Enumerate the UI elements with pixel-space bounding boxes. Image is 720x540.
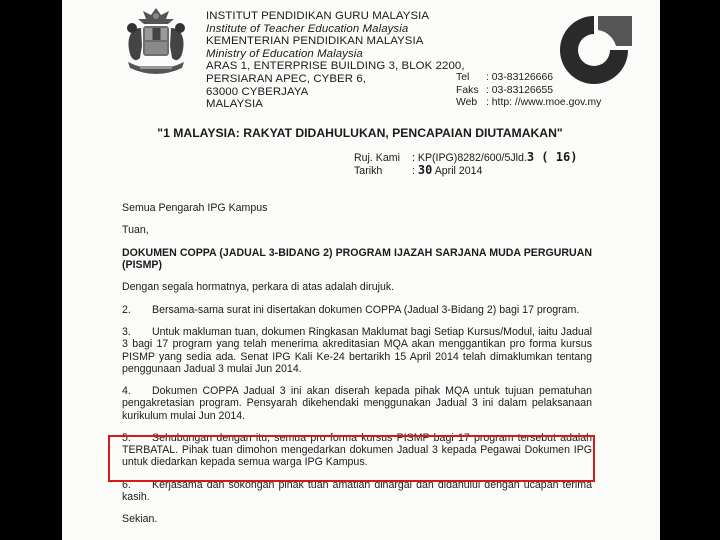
letter-body xyxy=(122,202,592,536)
paragraph-6 xyxy=(122,479,592,503)
highlight-box xyxy=(108,435,595,482)
paragraph-number: 6. xyxy=(122,478,131,491)
address-line: PERSIARAN APEC, CYBER 6, xyxy=(206,72,367,85)
addressee: Semua Pengarah IPG Kampus xyxy=(122,202,268,214)
paragraph-number: 4. xyxy=(122,385,131,398)
paragraph-text: Dokumen COPPA Jadual 3 ini akan diserah kepada pihak MQA untuk tujuan pematuhan pengakretasian program. Pensyarah dikehendaki menggunakan Jadual 3 ini dalam pelaksanaan kurikulum mulai Jun 2014. xyxy=(122,385,592,422)
paragraph-text: Sehubungan dengan itu, semua pro forma kursus PISMP bagi 17 program tersebut adalah TERBATAL. Pihak tuan dimohon mengedarkan dokumen Jadual 3 kepada Pegawai Dokumen IPG untuk diedarkan kepada semua warga IPG Kampus. xyxy=(122,431,592,469)
closing: Sekian. xyxy=(122,513,158,526)
institute-name-en: Institute of Teacher Education Malaysia xyxy=(206,22,409,35)
paragraph-4 xyxy=(122,385,592,422)
paragraph-text: Untuk makluman tuan, dokumen Ringkasan Maklumat bagi Setiap Kursus/Modul, iaitu Jadual 3 bagi 17 program yang telah menerima akreditasian MQA akan menggantikan pro forma kursus PISMP yang sedia ada. Senat IPG Kali Ke-24 bertarikh 15 April 2014 telah dimaklumkan tentang penggunaan Jadual 3 mulai Jun 2014. xyxy=(122,326,592,375)
date-colon: : xyxy=(412,164,415,177)
date-label: Tarikh xyxy=(354,164,383,177)
paragraph-number: 3. xyxy=(122,326,131,339)
contact-block xyxy=(456,72,601,110)
reference-block xyxy=(354,152,577,177)
salutation: Tuan, xyxy=(122,224,149,237)
slogan: "1 MALAYSIA: RAKYAT DIDAHULUKAN, PENCAPAIAN DIUTAMAKAN" xyxy=(157,126,563,140)
paragraph-number: 2. xyxy=(122,303,131,316)
address-line: MALAYSIA xyxy=(206,98,263,111)
letterhead xyxy=(206,10,465,111)
fax-value: : 03-83126655 xyxy=(486,84,554,96)
fax-label: Faks xyxy=(456,84,479,96)
ipg-logo-text: IPG xyxy=(580,48,601,62)
address-line: ARAS 1, ENTERPRISE BUILDING 3, BLOK 2200, xyxy=(206,60,465,73)
tel-value: : 03-83126666 xyxy=(486,72,554,83)
paragraph-2 xyxy=(122,304,592,316)
ministry-name: KEMENTERIAN PENDIDIKAN MALAYSIA xyxy=(206,35,424,48)
ministry-name-en: Ministry of Education Malaysia xyxy=(206,47,363,60)
tel-label: Tel xyxy=(456,72,470,83)
date-handwritten: 30 xyxy=(417,162,433,177)
paragraph-text: Kerjasama dan sokongan pihak tuan amatlah dihargai dan didahului dengan ucapan terima kasih. xyxy=(122,478,592,503)
paragraph-text: Bersama-sama surat ini disertakan dokumen COPPA (Jadual 3-Bidang 2) bagi 17 program. xyxy=(152,303,580,316)
coat-of-arms-icon xyxy=(118,6,194,78)
ruj-handwritten: 3 ( 16) xyxy=(526,150,578,164)
paragraph-number: 5. xyxy=(122,431,131,444)
subject-line: DOKUMEN COPPA (JADUAL 3-BIDANG 2) PROGRAM IJAZAH SARJANA MUDA PERGURUAN (PISMP) xyxy=(122,246,592,271)
institute-name: INSTITUT PENDIDIKAN GURU MALAYSIA xyxy=(206,10,430,22)
ruj-value: : KP(IPG)8282/600/5Jld. xyxy=(412,152,527,164)
web-label: Web xyxy=(456,97,478,109)
paragraph-1: Dengan segala hormatnya, perkara di atas adalah dirujuk. xyxy=(122,281,395,294)
web-value: : http: //www.moe.gov.my xyxy=(486,97,602,109)
address-line: 63000 CYBERJAYA xyxy=(206,85,309,98)
date-value: April 2014 xyxy=(434,164,483,177)
paragraph-3 xyxy=(122,326,592,375)
ruj-label: Ruj. Kami xyxy=(354,152,400,164)
